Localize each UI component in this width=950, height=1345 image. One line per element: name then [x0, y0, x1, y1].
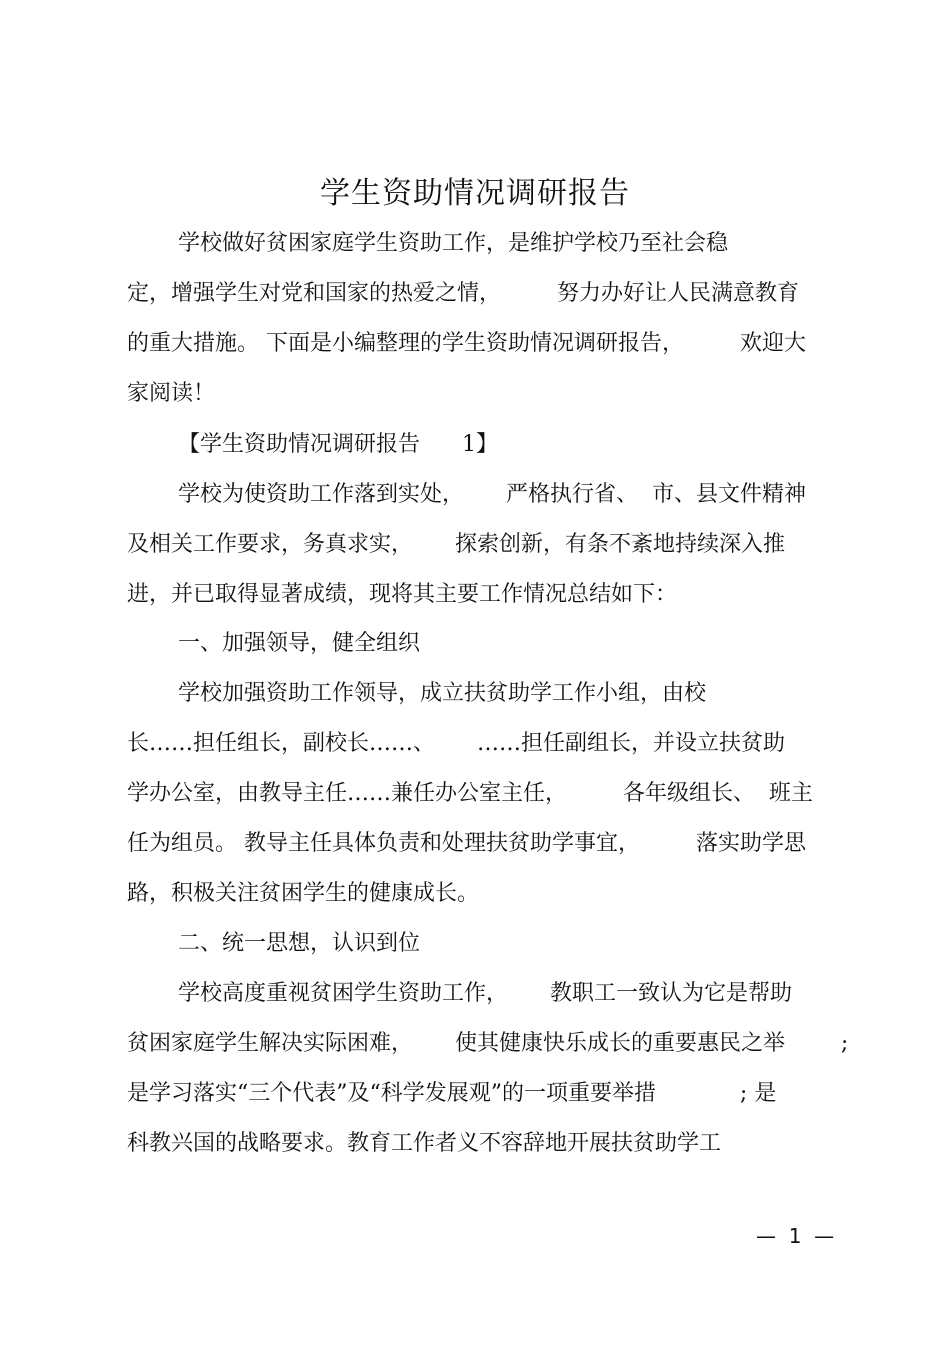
paragraph-line: 长……担任组长，副校长……、 ……担任副组长，并设立扶贫助	[127, 731, 785, 756]
paragraph-line: 是学习落实“三个代表”及“科学发展观”的一项重要举措 ; 是	[127, 1081, 777, 1106]
paragraph-line: 进，并已取得显著成绩，现将其主要工作情况总结如下：	[127, 582, 678, 607]
paragraph-line: 定，增强学生对党和国家的热爱之情， 努力办好让人民满意教育	[127, 281, 799, 306]
paragraph-line: 路，积极关注贫困学生的健康成长。	[127, 881, 480, 906]
paragraph-line: 学校为使资助工作落到实处， 严格执行省、 市、县文件精神	[178, 482, 806, 507]
section-heading: 【学生资助情况调研报告 1】	[178, 432, 498, 457]
paragraph-line: 的重大措施。 下面是小编整理的学生资助情况调研报告， 欢迎大	[127, 331, 806, 356]
section-heading: 一、加强领导，健全组织	[178, 631, 421, 656]
paragraph-line: 学校加强资助工作领导，成立扶贫助学工作小组，由校	[178, 681, 707, 706]
paragraph-line: 任为组员。 教导主任具体负责和处理扶贫助学事宜， 落实助学思	[127, 831, 806, 856]
paragraph-line: 家阅读！	[127, 381, 216, 406]
paragraph-line: 学校做好贫困家庭学生资助工作，是维护学校乃至社会稳	[178, 231, 729, 256]
paragraph-line: 学办公室，由教导主任……兼任办公室主任， 各年级组长、 班主	[127, 781, 813, 806]
page-number: — 1 —	[756, 1224, 835, 1248]
document-title: 学生资助情况调研报告	[320, 176, 630, 211]
paragraph-line: 及相关工作要求，务真求实， 探索创新，有条不紊地持续深入推	[127, 532, 785, 557]
paragraph-line: 科教兴国的战略要求。教育工作者义不容辞地开展扶贫助学工	[127, 1131, 722, 1156]
section-heading: 二、统一思想，认识到位	[178, 931, 421, 956]
paragraph-line: 学校高度重视贫困学生资助工作， 教职工一致认为它是帮助	[178, 981, 792, 1006]
paragraph-line: 贫困家庭学生解决实际困难， 使其健康快乐成长的重要惠民之举 ;	[127, 1031, 849, 1056]
